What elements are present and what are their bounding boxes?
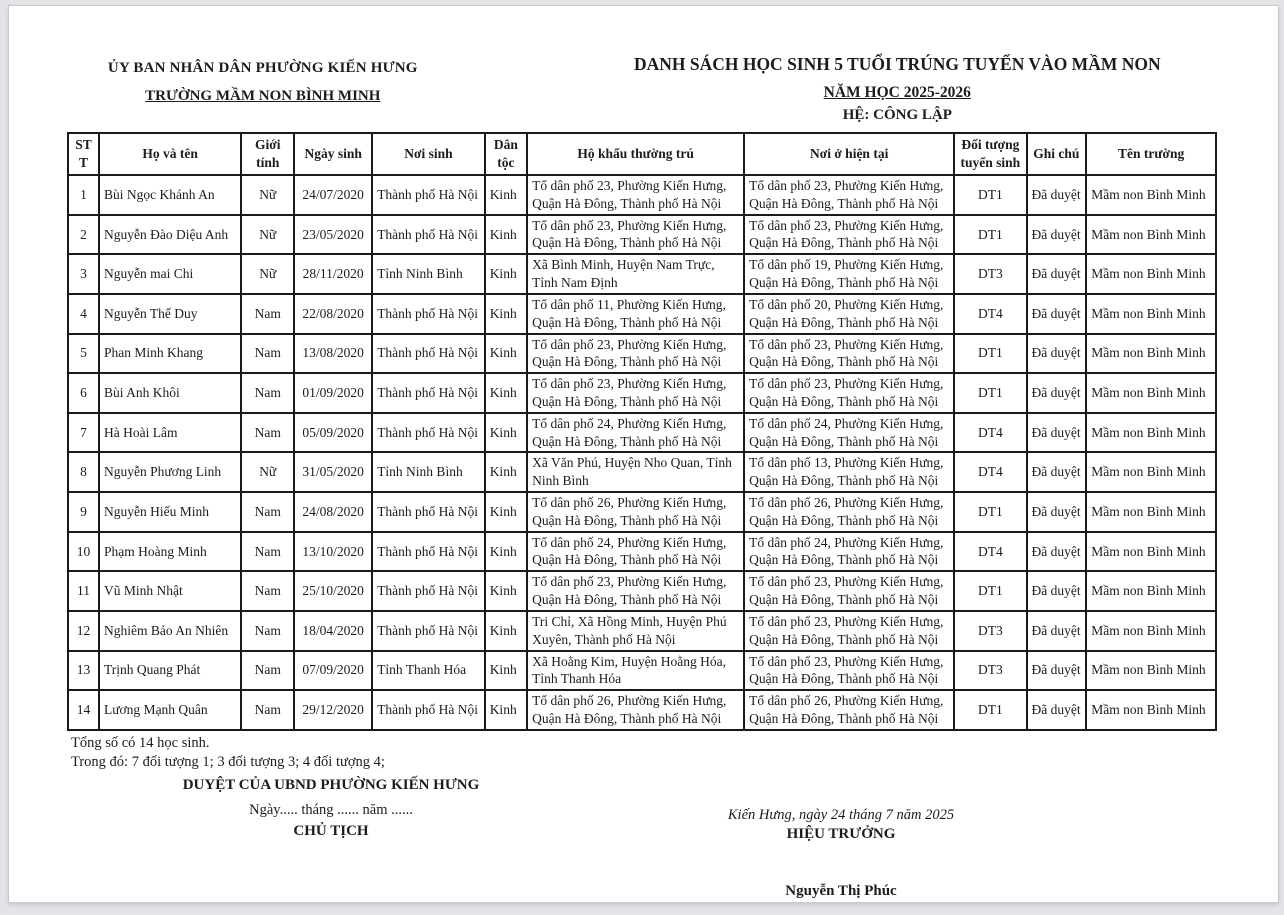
cell-gender: Nữ: [241, 215, 294, 255]
title-block: [517, 54, 1278, 124]
cell-note: Đã duyệt: [1027, 651, 1087, 691]
header-school: Tên trường: [1086, 133, 1216, 175]
approval-date-blank: Ngày..... tháng ...... năm ......: [249, 801, 413, 818]
cell-note: Đã duyệt: [1027, 373, 1087, 413]
cell-note: Đã duyệt: [1027, 690, 1087, 730]
document-header: [9, 54, 1278, 124]
document-footer: [71, 735, 1278, 900]
cell-ethnicity: Kinh: [485, 294, 527, 334]
cell-dob: 18/04/2020: [294, 611, 372, 651]
cell-current-address: Tổ dân phố 19, Phường Kiến Hưng, Quận Hà Đông, Thành phố Hà Nội: [744, 254, 954, 294]
cell-ethnicity: Kinh: [485, 175, 527, 215]
cell-admission-target: DT4: [954, 532, 1026, 572]
cell-admission-target: DT1: [954, 215, 1026, 255]
cell-school: Mầm non Bình Minh: [1086, 690, 1216, 730]
cell-admission-target: DT4: [954, 294, 1026, 334]
cell-ethnicity: Kinh: [485, 611, 527, 651]
cell-permanent-address: Tổ dân phố 23, Phường Kiến Hưng, Quận Hà Đông, Thành phố Hà Nội: [527, 373, 744, 413]
header-permanent-address: Hộ khẩu thường trú: [527, 133, 744, 175]
cell-school: Mầm non Bình Minh: [1086, 215, 1216, 255]
cell-name: Phạm Hoàng Minh: [99, 532, 241, 572]
cell-school: Mầm non Bình Minh: [1086, 611, 1216, 651]
cell-stt: 7: [68, 413, 99, 453]
cell-gender: Nam: [241, 492, 294, 532]
header-birthplace: Nơi sinh: [372, 133, 485, 175]
cell-note: Đã duyệt: [1027, 175, 1087, 215]
cell-school: Mầm non Bình Minh: [1086, 413, 1216, 453]
table-row: [68, 492, 1216, 532]
cell-dob: 01/09/2020: [294, 373, 372, 413]
header-ethnicity: Dân tộc: [485, 133, 527, 175]
cell-birthplace: Tỉnh Ninh Bình: [372, 254, 485, 294]
cell-admission-target: DT4: [954, 452, 1026, 492]
cell-stt: 13: [68, 651, 99, 691]
cell-gender: Nam: [241, 571, 294, 611]
cell-dob: 13/08/2020: [294, 334, 372, 374]
cell-note: Đã duyệt: [1027, 532, 1087, 572]
cell-name: Phan Minh Khang: [99, 334, 241, 374]
header-dob: Ngày sinh: [294, 133, 372, 175]
cell-note: Đã duyệt: [1027, 492, 1087, 532]
cell-permanent-address: Tổ dân phố 24, Phường Kiến Hưng, Quận Hà Đông, Thành phố Hà Nội: [527, 532, 744, 572]
student-table: [67, 132, 1217, 731]
cell-birthplace: Thành phố Hà Nội: [372, 413, 485, 453]
cell-current-address: Tổ dân phố 20, Phường Kiến Hưng, Quận Hà Đông, Thành phố Hà Nội: [744, 294, 954, 334]
header-admission-target: Đối tượng tuyển sinh: [954, 133, 1026, 175]
cell-permanent-address: Tổ dân phố 11, Phường Kiến Hưng, Quận Hà Đông, Thành phố Hà Nội: [527, 294, 744, 334]
cell-ethnicity: Kinh: [485, 373, 527, 413]
cell-permanent-address: Tổ dân phố 24, Phường Kiến Hưng, Quận Hà Đông, Thành phố Hà Nội: [527, 413, 744, 453]
cell-name: Vũ Minh Nhật: [99, 571, 241, 611]
issuing-org-block: [9, 54, 517, 124]
cell-stt: 9: [68, 492, 99, 532]
cell-birthplace: Thành phố Hà Nội: [372, 690, 485, 730]
cell-current-address: Tổ dân phố 13, Phường Kiến Hưng, Quận Hà Đông, Thành phố Hà Nội: [744, 452, 954, 492]
cell-note: Đã duyệt: [1027, 294, 1087, 334]
principal-title: HIỆU TRƯỞNG: [786, 825, 896, 842]
cell-gender: Nam: [241, 690, 294, 730]
table-row: [68, 175, 1216, 215]
cell-birthplace: Thành phố Hà Nội: [372, 175, 485, 215]
cell-current-address: Tổ dân phố 23, Phường Kiến Hưng, Quận Hà Đông, Thành phố Hà Nội: [744, 571, 954, 611]
cell-name: Bùi Ngọc Khánh An: [99, 175, 241, 215]
table-row: [68, 215, 1216, 255]
cell-current-address: Tổ dân phố 23, Phường Kiến Hưng, Quận Hà Đông, Thành phố Hà Nội: [744, 334, 954, 374]
header-gender: Giới tính: [241, 133, 294, 175]
cell-name: Nghiêm Bảo An Nhiên: [99, 611, 241, 651]
student-table-body: [68, 175, 1216, 730]
cell-permanent-address: Tổ dân phố 23, Phường Kiến Hưng, Quận Hà Đông, Thành phố Hà Nội: [527, 334, 744, 374]
cell-admission-target: DT3: [954, 611, 1026, 651]
cell-note: Đã duyệt: [1027, 452, 1087, 492]
header-current-address: Nơi ở hiện tại: [744, 133, 954, 175]
cell-birthplace: Thành phố Hà Nội: [372, 611, 485, 651]
cell-ethnicity: Kinh: [485, 215, 527, 255]
cell-admission-target: DT1: [954, 334, 1026, 374]
cell-ethnicity: Kinh: [485, 651, 527, 691]
cell-admission-target: DT3: [954, 254, 1026, 294]
cell-dob: 24/08/2020: [294, 492, 372, 532]
cell-stt: 4: [68, 294, 99, 334]
table-row: [68, 571, 1216, 611]
cell-dob: 13/10/2020: [294, 532, 372, 572]
cell-permanent-address: Tổ dân phố 23, Phường Kiến Hưng, Quận Hà Đông, Thành phố Hà Nội: [527, 175, 744, 215]
cell-birthplace: Thành phố Hà Nội: [372, 334, 485, 374]
cell-school: Mầm non Bình Minh: [1086, 294, 1216, 334]
table-row: [68, 413, 1216, 453]
table-row: [68, 651, 1216, 691]
cell-gender: Nam: [241, 294, 294, 334]
cell-stt: 6: [68, 373, 99, 413]
cell-current-address: Tổ dân phố 23, Phường Kiến Hưng, Quận Hà Đông, Thành phố Hà Nội: [744, 175, 954, 215]
cell-birthplace: Thành phố Hà Nội: [372, 373, 485, 413]
cell-admission-target: DT1: [954, 175, 1026, 215]
cell-stt: 5: [68, 334, 99, 374]
org-name: ỦY BAN NHÂN DÂN PHƯỜNG KIẾN HƯNG: [107, 60, 418, 76]
cell-permanent-address: Xã Hoằng Kim, Huyện Hoằng Hóa, Tỉnh Thanh Hóa: [527, 651, 744, 691]
table-row: [68, 690, 1216, 730]
table-row: [68, 254, 1216, 294]
cell-school: Mầm non Bình Minh: [1086, 571, 1216, 611]
cell-ethnicity: Kinh: [485, 492, 527, 532]
breakdown-line: Trong đó: 7 đối tượng 1; 3 đối tượng 3; 4 đối tượng 4;: [71, 753, 385, 770]
cell-birthplace: Thành phố Hà Nội: [372, 215, 485, 255]
cell-dob: 24/07/2020: [294, 175, 372, 215]
cell-gender: Nam: [241, 651, 294, 691]
cell-ethnicity: Kinh: [485, 452, 527, 492]
cell-stt: 8: [68, 452, 99, 492]
cell-dob: 23/05/2020: [294, 215, 372, 255]
cell-dob: 31/05/2020: [294, 452, 372, 492]
principal-block: [591, 777, 1091, 900]
cell-dob: 25/10/2020: [294, 571, 372, 611]
cell-ethnicity: Kinh: [485, 254, 527, 294]
cell-ethnicity: Kinh: [485, 532, 527, 572]
cell-name: Nguyễn mai Chi: [99, 254, 241, 294]
cell-name: Nguyễn Hiếu Minh: [99, 492, 241, 532]
cell-school: Mầm non Bình Minh: [1086, 254, 1216, 294]
cell-admission-target: DT4: [954, 413, 1026, 453]
table-row: [68, 334, 1216, 374]
cell-permanent-address: Xã Văn Phú, Huyện Nho Quan, Tỉnh Ninh Bình: [527, 452, 744, 492]
cell-current-address: Tổ dân phố 23, Phường Kiến Hưng, Quận Hà Đông, Thành phố Hà Nội: [744, 215, 954, 255]
cell-birthplace: Thành phố Hà Nội: [372, 571, 485, 611]
cell-dob: 05/09/2020: [294, 413, 372, 453]
cell-stt: 3: [68, 254, 99, 294]
cell-current-address: Tổ dân phố 23, Phường Kiến Hưng, Quận Hà Đông, Thành phố Hà Nội: [744, 373, 954, 413]
approval-heading: DUYỆT CỦA UBND PHƯỜNG KIẾN HƯNG: [182, 776, 480, 793]
principal-signature-name: Nguyễn Thị Phúc: [785, 882, 897, 899]
table-row: [68, 532, 1216, 572]
cell-note: Đã duyệt: [1027, 571, 1087, 611]
cell-current-address: Tổ dân phố 26, Phường Kiến Hưng, Quận Hà Đông, Thành phố Hà Nội: [744, 492, 954, 532]
total-students-line: Tổng số có 14 học sinh.: [71, 734, 210, 751]
cell-school: Mầm non Bình Minh: [1086, 492, 1216, 532]
chairman-title: CHỦ TỊCH: [293, 822, 369, 839]
cell-stt: 14: [68, 690, 99, 730]
cell-school: Mầm non Bình Minh: [1086, 452, 1216, 492]
cell-school: Mầm non Bình Minh: [1086, 334, 1216, 374]
cell-gender: Nữ: [241, 452, 294, 492]
cell-current-address: Tổ dân phố 24, Phường Kiến Hưng, Quận Hà Đông, Thành phố Hà Nội: [744, 413, 954, 453]
cell-stt: 2: [68, 215, 99, 255]
cell-note: Đã duyệt: [1027, 611, 1087, 651]
approval-block: [91, 777, 571, 900]
cell-stt: 12: [68, 611, 99, 651]
cell-permanent-address: Xã Bình Minh, Huyện Nam Trực, Tỉnh Nam Định: [527, 254, 744, 294]
cell-stt: 1: [68, 175, 99, 215]
cell-gender: Nam: [241, 373, 294, 413]
cell-current-address: Tổ dân phố 23, Phường Kiến Hưng, Quận Hà Đông, Thành phố Hà Nội: [744, 651, 954, 691]
document-page: [8, 5, 1279, 903]
cell-ethnicity: Kinh: [485, 413, 527, 453]
school-name: TRƯỜNG MẦM NON BÌNH MINH: [145, 88, 381, 104]
cell-name: Nguyễn Đào Diệu Anh: [99, 215, 241, 255]
cell-gender: Nam: [241, 532, 294, 572]
signature-area: [71, 777, 1278, 900]
table-row: [68, 611, 1216, 651]
school-year: NĂM HỌC 2025-2026: [823, 84, 971, 101]
header-note: Ghi chú: [1027, 133, 1087, 175]
cell-note: Đã duyệt: [1027, 215, 1087, 255]
cell-name: Trịnh Quang Phát: [99, 651, 241, 691]
table-row: [68, 373, 1216, 413]
cell-ethnicity: Kinh: [485, 690, 527, 730]
cell-ethnicity: Kinh: [485, 334, 527, 374]
cell-permanent-address: Tổ dân phố 23, Phường Kiến Hưng, Quận Hà Đông, Thành phố Hà Nội: [527, 215, 744, 255]
cell-admission-target: DT1: [954, 690, 1026, 730]
cell-gender: Nam: [241, 611, 294, 651]
cell-dob: 28/11/2020: [294, 254, 372, 294]
header-name: Họ và tên: [99, 133, 241, 175]
cell-dob: 22/08/2020: [294, 294, 372, 334]
cell-school: Mầm non Bình Minh: [1086, 175, 1216, 215]
table-header-row: [68, 133, 1216, 175]
cell-school: Mầm non Bình Minh: [1086, 373, 1216, 413]
cell-current-address: Tổ dân phố 23, Phường Kiến Hưng, Quận Hà Đông, Thành phố Hà Nội: [744, 611, 954, 651]
cell-birthplace: Tỉnh Thanh Hóa: [372, 651, 485, 691]
education-system: HỆ: CÔNG LẬP: [842, 107, 952, 123]
cell-school: Mầm non Bình Minh: [1086, 651, 1216, 691]
cell-dob: 29/12/2020: [294, 690, 372, 730]
cell-gender: Nam: [241, 334, 294, 374]
cell-name: Lương Mạnh Quân: [99, 690, 241, 730]
table-row: [68, 452, 1216, 492]
cell-current-address: Tổ dân phố 24, Phường Kiến Hưng, Quận Hà Đông, Thành phố Hà Nội: [744, 532, 954, 572]
cell-permanent-address: Tri Chỉ, Xã Hồng Minh, Huyện Phú Xuyên, Thành phố Hà Nội: [527, 611, 744, 651]
cell-name: Bùi Anh Khôi: [99, 373, 241, 413]
cell-name: Hà Hoài Lâm: [99, 413, 241, 453]
cell-birthplace: Thành phố Hà Nội: [372, 532, 485, 572]
cell-birthplace: Thành phố Hà Nội: [372, 492, 485, 532]
cell-name: Nguyễn Thế Duy: [99, 294, 241, 334]
cell-birthplace: Tỉnh Ninh Bình: [372, 452, 485, 492]
cell-admission-target: DT1: [954, 492, 1026, 532]
cell-admission-target: DT1: [954, 571, 1026, 611]
cell-permanent-address: Tổ dân phố 26, Phường Kiến Hưng, Quận Hà Đông, Thành phố Hà Nội: [527, 690, 744, 730]
cell-stt: 11: [68, 571, 99, 611]
cell-permanent-address: Tổ dân phố 26, Phường Kiến Hưng, Quận Hà Đông, Thành phố Hà Nội: [527, 492, 744, 532]
cell-note: Đã duyệt: [1027, 334, 1087, 374]
cell-stt: 10: [68, 532, 99, 572]
cell-dob: 07/09/2020: [294, 651, 372, 691]
table-row: [68, 294, 1216, 334]
cell-permanent-address: Tổ dân phố 23, Phường Kiến Hưng, Quận Hà Đông, Thành phố Hà Nội: [527, 571, 744, 611]
cell-name: Nguyễn Phương Linh: [99, 452, 241, 492]
cell-admission-target: DT1: [954, 373, 1026, 413]
place-and-date: Kiến Hưng, ngày 24 tháng 7 năm 2025: [727, 806, 955, 823]
cell-gender: Nam: [241, 413, 294, 453]
header-stt: STT: [68, 133, 99, 175]
document-title: DANH SÁCH HỌC SINH 5 TUỔI TRÚNG TUYỂN VÀO MẦM NON: [633, 54, 1161, 74]
cell-ethnicity: Kinh: [485, 571, 527, 611]
cell-birthplace: Thành phố Hà Nội: [372, 294, 485, 334]
cell-school: Mầm non Bình Minh: [1086, 532, 1216, 572]
cell-note: Đã duyệt: [1027, 254, 1087, 294]
cell-gender: Nữ: [241, 254, 294, 294]
cell-current-address: Tổ dân phố 26, Phường Kiến Hưng, Quận Hà Đông, Thành phố Hà Nội: [744, 690, 954, 730]
cell-gender: Nữ: [241, 175, 294, 215]
cell-note: Đã duyệt: [1027, 413, 1087, 453]
cell-admission-target: DT3: [954, 651, 1026, 691]
